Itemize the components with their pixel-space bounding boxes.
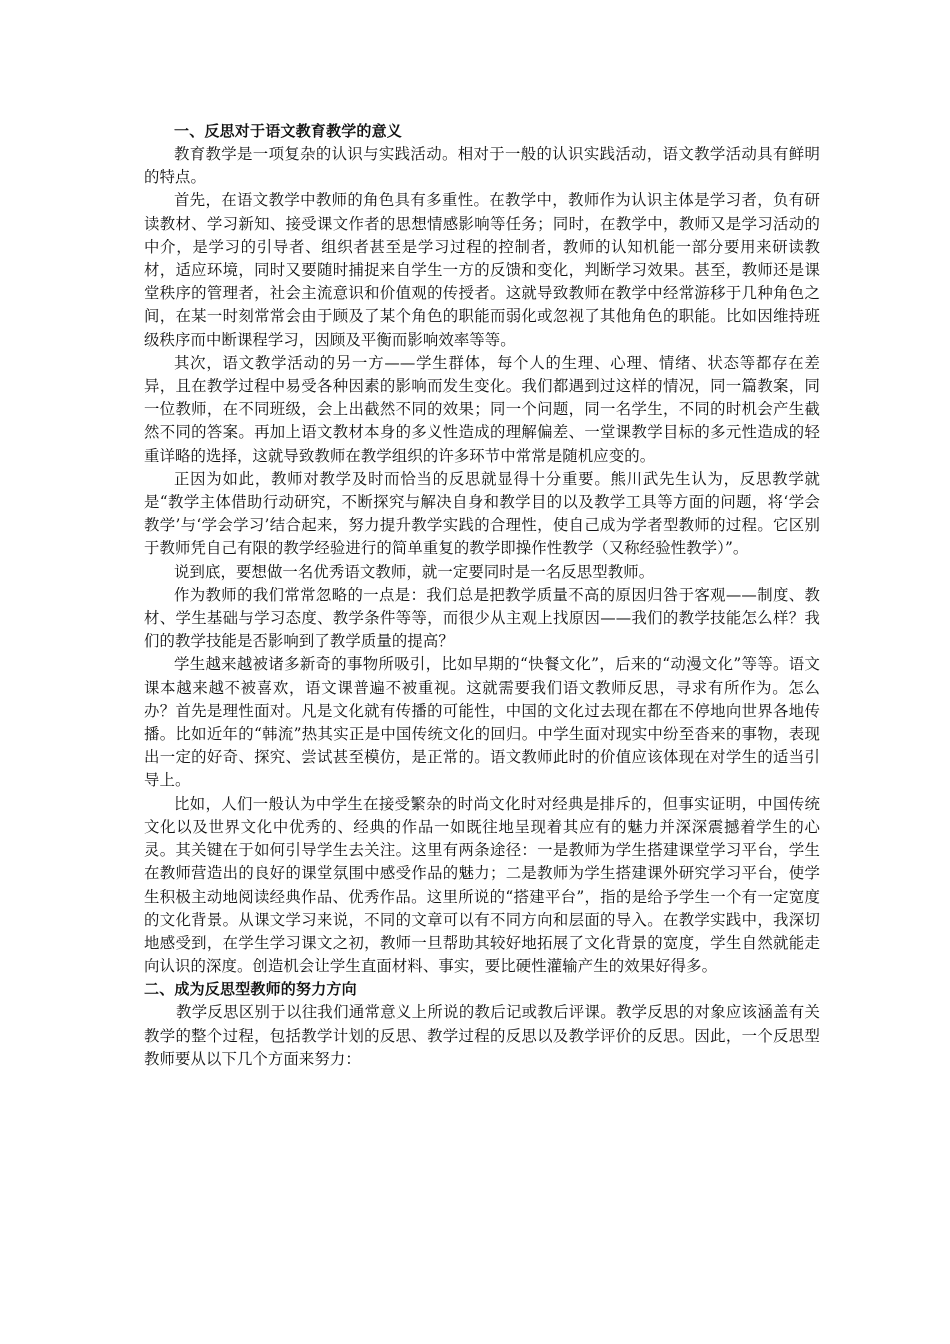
section-1-paragraph-6: 作为教师的我们常常忽略的一点是：我们总是把教学质量不高的原因归咎于客观——制度、教材、学生基础与学习态度、教学条件等等，而很少从主观上找原因——我们的教学技能怎么样？我们的教学技能是否影响到了教学质量的提高？ xyxy=(144,585,820,651)
section-1-paragraph-4: 正因为如此，教师对教学及时而恰当的反思就显得十分重要。熊川武先生认为，反思教学就是“教学主体借助行动研究，不断探究与解决自身和教学目的以及教学工具等方面的问题，将‘学会教学’与‘学会学习’结合起来，努力提升教学实践的合理性，使自己成为学者型教师的过程。它区别于教师凭自己有限的教学经验进行的简单重复的教学即操作性教学（又称经验性教学）”。 xyxy=(144,469,820,558)
section-1-paragraph-5: 说到底，要想做一名优秀语文教师，就一定要同时是一名反思型教师。 xyxy=(174,562,655,581)
section-1-paragraph-8: 比如，人们一般认为中学生在接受繁杂的时尚文化时对经典是排斥的，但事实证明，中国传统文化以及世界文化中优秀的、经典的作品一如既往地呈现着其应有的魅力并深深震撼着学生的心灵。其关键在于如何引导学生去关注。这里有两条途径：一是教师为学生搭建课堂学习平台，学生在教师营造出的良好的课堂氛围中感受作品的魅力；二是教师为学生搭建课外研究学习平台，使学生积极主动地阅读经典作品、优秀作品。这里所说的“搭建平台”，指的是给予学生一个有一定宽度的文化背景。从课文学习来说，不同的文章可以有不同方向和层面的导入。在教学实践中，我深切地感受到，在学生学习课文之初，教师一旦帮助其较好地拓展了文化背景的宽度，学生自然就能走向认识的深度。创造机会让学生直面材料、事实，要比硬性灌输产生的效果好得多。 xyxy=(144,794,820,976)
section-1-paragraph-7: 学生越来越被诸多新奇的事物所吸引，比如早期的“快餐文化”，后来的“动漫文化”等等。语文课本越来越不被喜欢，语文课普遍不被重视。这就需要我们语文教师反思，寻求有所作为。怎么办？首先是理性面对。凡是文化就有传播的可能性，中国的文化过去现在都在不停地向世界各地传播。比如近年的“韩流”热其实正是中国传统文化的回归。中学生面对现实中纷至沓来的事物，表现出一定的好奇、探究、尝试甚至模仿，是正常的。语文教师此时的价值应该体现在对学生的适当引导上。 xyxy=(144,655,820,790)
section-1-heading: 一、反思对于语文教育教学的意义 xyxy=(174,122,403,140)
section-2-heading: 二、成为反思型教师的努力方向 xyxy=(144,980,357,999)
document-page xyxy=(144,120,820,1071)
section-1-paragraph-2: 首先，在语文教学中教师的角色具有多重性。在教学中，教师作为认识主体是学习者，负有研读教材、学习新知、接受课文作者的思想情感影响等任务；同时，在教学中，教师又是学习活动的中介，是学习的引导者、组织者甚至是学习过程的控制者，教师的认知机能一部分要用来研读教材，适应环境，同时又要随时捕捉来自学生一方的反馈和变化，判断学习效果。甚至，教师还是课堂秩序的管理者，社会主流意识和价值观的传授者。这就导致教师在教学中经常游移于几种角色之间，在某一时刻常常会由于顾及了某个角色的职能而弱化或忽视了其他角色的职能。比如因维持班级秩序而中断课程学习，因顾及平衡而影响效率等等。 xyxy=(144,191,820,349)
section-1-paragraph-1: 教育教学是一项复杂的认识与实践活动。相对于一般的认识实践活动，语文教学活动具有鲜明的特点。 xyxy=(144,145,820,187)
section-2-paragraph-1: 教学反思区别于以往我们通常意义上所说的教后记或教后评课。教学反思的对象应该涵盖有关教学的整个过程，包括教学计划的反思、教学过程的反思以及教学评价的反思。因此，一个反思型教师要从以下几个方面来努力： xyxy=(144,1003,820,1068)
section-1-paragraph-3: 其次，语文教学活动的另一方——学生群体，每个人的生理、心理、情绪、状态等都存在差异，且在教学过程中易受各种因素的影响而发生变化。我们都遇到过这样的情况，同一篇教案，同一位教师，在不同班级，会上出截然不同的效果；同一个问题，同一名学生，不同的时机会产生截然不同的答案。再加上语文教材本身的多义性造成的理解偏差、一堂课教学目标的多元性造成的轻重详略的选择，这就导致教师在教学组织的许多环节中常常是随机应变的。 xyxy=(144,353,820,465)
